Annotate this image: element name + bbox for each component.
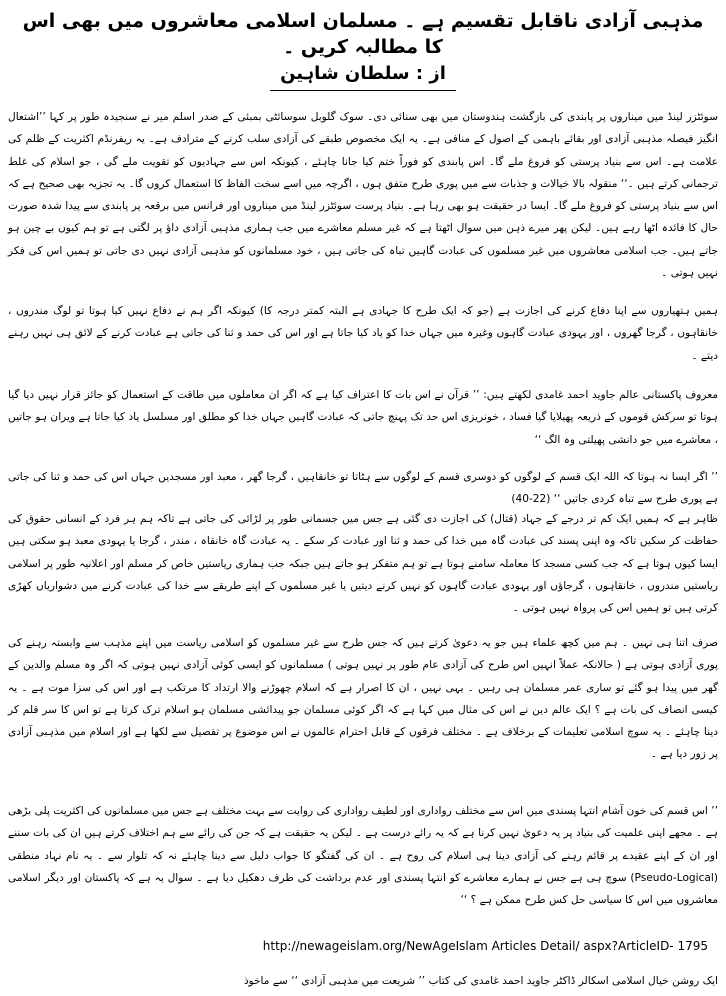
- paragraph-7: ’’ اس قسم کی خون آشام انتہا پسندی میں اس سے مختلف رواداری اور لطیف رواداری کی روایت سے بہت مختلف ہے جس میں مسلمانوں کی اکثریت پلی بڑھی ہے ۔ مجھے اپنی علمیت کی بنیاد پر یہ دعویٰ نہیں کرنا ہے کہ یہ رائے درست ہے ۔ لیکن یہ حقیقت ہے کہ جن کی رائے سے ہم اختلاف کرتے ہیں ان کی بات سننے اور ان کے اپنے عقیدے پر قائم رہنے کی آزادی دینا ہی اسلام کی روح ہے ۔ ان کی گفتگو کا جواب دلیل سے دینا چاہئے نہ کہ تلوار سے ۔ یہ نام نہاد منطقی (Pseudo-Logical) سوچ ہی ہے جس نے ہمارے معاشرے کو انتہا پسندی اور عدم برداشت کی طرف دھکیل دیا ہے ۔ سوال یہ ہے کہ پاکستان اور دیگر اسلامی معاشروں میں اس کا سیاسی حل کس طرح ممکن ہے ؟ ‘‘: [8, 805, 718, 907]
- paragraph-2: ہمیں ہتھیاروں سے اپنا دفاع کرنے کی اجازت ہے (جو کہ ایک طرح کا جہادی ہے البتہ کمتر درجہ کا) کیونکہ اگر ہم نے دفاع نہیں کیا ہوتا تو لوگ مندروں ، خانقاہوں ، گرجا گھروں ، اور یہودی عبادت گاہوں وغیرہ میں جہاں خدا کو یاد کیا جاتا ہے اور اس کی حمد و ثنا کی جاتی ہے عبادت کرنے کے لائق ہی نہیں رہنے دیتے ۔: [8, 305, 718, 362]
- author-underline: [270, 90, 456, 91]
- paragraph-1: سوئٹزر لینڈ میں میناروں پر پابندی کی بازگشت ہندوستان میں بھی سنائی دی۔ سوک گلوبل سوسائٹی بمبئی کے صدر اسلم میر نے سنجیدہ طور پر کہا ’’اشتعال انگیز فیصلہ مذہبی آزادی اور بقائے باہمی کے اصول کے منافی ہے۔ یہ ایک مخصوص طبقے کی آزادی سلب کرنے کے مترادف ہے۔ یہ ریفرنڈم اکثریت کے ظلم کی علامت ہے۔ اس سے بنیاد پرستی کو فروغ ملے گا۔ اس پابندی کو فوراً ختم کیا جانا چاہئے ، کیونکہ اس سے جہادیوں کو تقویت ملے گی ، جو اسلام کی غلط ترجمانی کرتے ہیں ۔‘‘ منقولہ بالا خیالات و جذبات سے میں پوری طرح متفق ہوں ، اگرچہ میں اسے سخت الفاظ کا استعمال کروں گا۔ یہ تجزیہ بھی صحیح ہے کہ اس سے بنیاد پرستی کو فروغ ملے گا۔ ایسا در حقیقت ہو بھی رہا ہے۔ بنیاد پرست سوئٹزر لینڈ میں میناروں اور فرانس میں برقعہ پر پابندی سے پیدا شدہ صورت حال کا فائدہ اٹھا رہے ہیں۔ لیکن پھر میرے ذہن میں سوال اٹھتا ہے کہ غیر مسلم معاشرے میں جب ہماری مذہبی آزادی داؤ پر لگتی ہے تو ہم کیوں بے چین ہو جاتے ہیں۔ جب اسلامی معاشروں میں غیر مسلموں کی عبادت گاہیں تباہ کی جاتی ہیں ، خود مسلمانوں کو مذہبی آزادی نہیں دی جاتی تو ہمیں اس کی فکر نہیں ہوتی ۔: [8, 111, 718, 280]
- footer-note: ایک روشن خیال اسلامی اسکالر ڈاکٹر جاوید احمد غامدی کی کتاب ’’ شریعت میں مذہبی آزادی ‘‘ سے ماخوذ: [243, 975, 718, 987]
- paragraph-3: معروف پاکستانی عالم جاوید احمد غامدی لکھتے ہیں: ’’ قرآن نے اس بات کا اعتراف کیا ہے کہ اگر ان معاملوں میں طاقت کے استعمال کو جائز قرار نہیں دیا گیا ہوتا تو سرکش قوموں کے ذریعہ پھیلایا گیا فساد ، خونریزی اس حد تک پہنچ جاتی کہ عبادت گاہیں جہاں خدا کو مطلق اور مسلسل یاد کیا جاتا ہے ویران ہو جاتیں ، معاشرے میں جو دانشی پھیلتی وہ الگ ‘‘: [8, 389, 718, 446]
- paragraph-4: ظاہر ہے کہ ہمیں ایک کم تر درجے کے جہاد (قتال) کی اجازت دی گئی ہے جس میں جسمانی طور پر لڑائی کی جاتی ہے تاکہ ہم ہر فرد کے انسانی حقوق کی حفاظت کر سکیں تاکہ وہ اپنی پسند کی عبادت گاہ میں خدا کی حمد و ثنا اور عبادت کر سکے ۔ یہ عبادت گاہ خانقاہ ، مندر ، گرجا یا یہودی معبد ہو سکتی ہیں ایسا کیوں ہوتا ہے کہ جب کسی مسجد کا معاملہ سامنے ہوتا ہے تو ہم متفکر ہو جاتے ہیں جبکہ جب ہماری ریاستیں خاص کر مسلم اور اعلانیہ طور پر اسلامی ریاستیں مندروں ، خانقاہوں ، گرجاؤں اور یہودی عبادت گاہوں کو نہیں کرنے دیتیں یا غیر مسلموں کے اپنے طریقے سے خدا کی عبادت کرنے میں دشواریاں کھڑی کرتی ہیں تو ہمیں اس کی پرواہ نہیں ہوتی ۔: [8, 513, 718, 615]
- article-title: مذہبی آزادی ناقابل تقسیم ہے ۔ مسلمان اسلامی معاشروں میں بھی اس کا مطالبہ کریں ۔: [22, 10, 704, 58]
- paragraph-5: صرف اتنا ہی نہیں ۔ ہم میں کچھ علماء ہیں جو یہ دعویٰ کرتے ہیں کہ جس طرح سے غیر مسلموں کو اسلامی ریاست میں اپنے مذہب سے وابستہ رہنے کی پوری آزادی ہوتی ہے ( حالانکہ عملاً انہیں اس طرح کی آزادی عام طور پر نہیں ہوتی ) مسلمانوں کو ایسی کوئی آزادی نہیں ہوتی کہ اگر وہ مسلم والدین کے گھر میں پیدا ہو گئے تو ساری عمر مسلمان ہی رہیں ۔ یہی نہیں ، ان کا اصرار ہے کہ اسلام چھوڑنے والا ارتداد کا مرتکب ہے اور اس کی سزا موت ہے ۔ یہ کیسی انصاف کی بات ہے ؟ ایک عالم دین نے اس کی مثال میں کہا ہے کہ اگر کوئی مسلمان جو پیدائشی مسلمان ہو اسلام ترک کرتا ہے تو اس کا سر قلم کر دینا چاہئے ۔ یہ سوچ اسلامی تعلیمات کے برخلاف ہے ۔ مختلف فرقوں کے قابل احترام عالموں نے اس موضوع پر تفصیل سے لکھا ہے اور اسلام میں مذہبی آزادی پر زور دیا ہے ۔: [8, 637, 718, 761]
- author-byline: از : سلطان شاہین: [280, 63, 446, 84]
- quran-quote: ’’ اگر ایسا نہ ہوتا کہ اللہ ایک قسم کے لوگوں کو دوسری قسم کے لوگوں سے ہٹاتا تو خانقاہیں ، گرجا گھر ، معبد اور مسجدیں جہاں اس کی حمد و ثنا کی جاتی ہے پوری طرح سے تباہ کردی جاتیں ‘‘ (22-40): [8, 471, 718, 506]
- source-link[interactable]: http://newageislam.org/NewAgeIslam Articles Detail/ aspx?ArticleID- 1795: [262, 939, 708, 953]
